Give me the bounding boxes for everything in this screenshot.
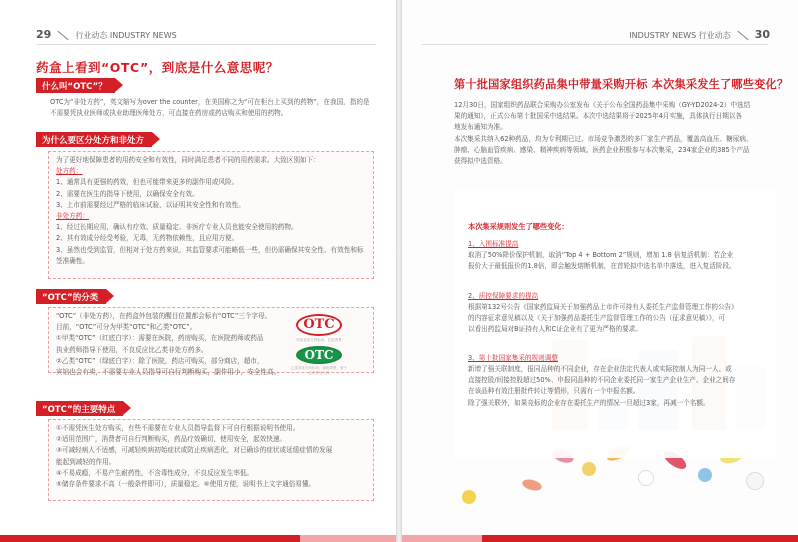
- otc-item: 3、虽然也受到监管，但相对于处方药来说，其监管要求可能略低一些，但仍需确保其安全性、有效性和标签准确性。: [56, 245, 364, 265]
- rx-item: 2、需要在医生的指导下使用，以确保安全有效。: [56, 189, 199, 198]
- pill: [582, 462, 596, 476]
- rule-line: 以看出药监局对B证持有人和C证企业有了更为严格的要求。: [468, 325, 642, 334]
- header-divider: [36, 44, 376, 45]
- otc-red-caption: 甲类非处方药标识，红色背景: [296, 338, 342, 342]
- pill: [698, 468, 712, 482]
- section-text-what-otc: OTC为“非处方药”，英文缩写为over the counter，在美国称之为“可在柜台上买到的药物”，在我国，指的是不需要凭执业医师或执业助理医师处方，可直接在药房或药店购买和使用的药物。: [50, 98, 370, 118]
- difference-intro: 为了更好地保障患者的用药安全和有效性，同时满足患者不同的用药需求。大致区别如下：: [56, 156, 320, 164]
- header-divider: [422, 44, 768, 45]
- features-content: [56, 423, 372, 490]
- rules-heading: 本次集采规则发生了哪些变化：: [468, 222, 569, 231]
- rule-line: 新增了强关联制度，报同品种的不同企业，存在企业法定代表人或实际控制人为同一人、或: [468, 365, 732, 373]
- rule-line: 取消了50%降价保护机制，取消“Top 4 + Bottom 2”规则，增加 1.8 倍复活机制：若企业: [468, 251, 734, 259]
- otc-item: 2、其有效成分经受考验，无毒，无药物依赖性，且应用方便。: [56, 234, 239, 243]
- right-page: [402, 0, 798, 542]
- rule-3-title: 3、第十批国家集采的规则调整: [468, 354, 558, 362]
- feature-line: ①不需凭医生处方购买，有些不需要在专业人员指导监督下可自行根据说明书使用。: [56, 424, 300, 432]
- footer-bar-red: [0, 535, 300, 542]
- left-header: [36, 28, 177, 41]
- rule-1-title: 1、入围标准提高: [468, 240, 519, 248]
- pill: [462, 490, 476, 504]
- classification-line: ②乙类“OTC”（绿底白字）：除了医院，药店可购买，部分商店，超市，: [56, 356, 264, 365]
- intro-line: 12月30日，国家组织药品联合采购办公室发布《关于公布全国药品集中采购（GY-YD2024-2）中选结: [454, 101, 751, 109]
- article-title: 第十批国家组织药品集中带量采购开标 本次集采发生了哪些变化？: [454, 78, 789, 91]
- header-slash: [58, 31, 69, 41]
- section-tag-classification: “OTC”的分类: [36, 289, 106, 304]
- intro-line: 获得拟中选资格。: [454, 157, 507, 166]
- otc-green-caption: 乙类非处方药标识，绿色背景，用于乙类非处方药: [291, 366, 347, 375]
- intro-line: 肿瘤、心脑血管疾病、感染、精神疾病等领域。医药企业积极参与本次集采，234家企业的385个产品: [454, 145, 750, 154]
- classification-line: 宾馆也会有卖，不需要专业人员指导可自行判断购买，副作用小，安全性高。: [56, 368, 281, 377]
- feature-line: 能起到减轻的作用。: [56, 457, 116, 466]
- rule-1-text: [468, 250, 774, 272]
- classification-line: ①甲类“OTC”（红底白字）：需要在医院，药房购买，在医院药师或药品: [56, 334, 264, 343]
- rule-line: 的内容征求意见稿以及《关于加强药品委托生产监督管理工作的公告（征求意见稿）》，可: [468, 314, 726, 323]
- feature-line: ③可减轻病人不适感，可减轻疾病初始症状或防止疾病恶化，对已确诊的症状或延缓症情的发展: [56, 446, 333, 455]
- right-header: [629, 28, 770, 41]
- pill: [521, 478, 543, 493]
- pill: [746, 472, 764, 490]
- header-section: INDUSTRY NEWS 行业动态: [629, 31, 731, 40]
- left-page: [0, 0, 396, 542]
- classification-line: 目前，“OTC”可分为甲类“OTC”和乙类“OTC”。: [56, 323, 197, 332]
- feature-line: ④不易成瘾，不易产生耐药性，不含毒性成分，不良反应发生率低。: [56, 468, 254, 477]
- intro-line: 本次集采共纳入62种药品，均为专利期已过、市场竞争激烈的多厂家生产药品，覆盖高血压、糖尿病、: [454, 134, 753, 143]
- rule-2-text: [468, 302, 774, 336]
- intro-line: 地发布通知为准。: [454, 123, 507, 132]
- article-title: 药盒上看到“OTC”，到底是什么意思呢？: [36, 60, 279, 75]
- rx-item: 1、通常具有更强的药效，但也可能带来更多的副作用或风险。: [56, 178, 239, 187]
- rule-3-text: [468, 364, 774, 409]
- header-section: 行业动态 INDUSTRY NEWS: [75, 31, 177, 40]
- rule-line: 报价大于最低报价的1.8倍，即会触发熔断机制，在首轮拟中选名单中落选，进入复活阶段。: [468, 262, 736, 271]
- rule-line: 直接控股/间接控股超过50%、申报同品种的不同企业委托同一家生产企业生产、企业之间存: [468, 376, 736, 385]
- otc-red-logo: OTC: [296, 314, 342, 336]
- rx-item: 3、上市前需要经过严格的临床试验，以证明其安全性和有效性。: [56, 200, 245, 209]
- otc-item: 1、经过长期应用，确认有疗效、质量稳定、非医疗专业人员也能安全使用的药物。: [56, 223, 298, 232]
- header-slash: [737, 31, 748, 41]
- rule-line: 在该品种有效注册批件转让等情形，只需有一个申报名额。: [468, 387, 640, 396]
- feature-line: ②适用范围广，消费者可自行判断购买，药品疗效确切，使用安全，起效快速。: [56, 435, 287, 444]
- section-tag-what-otc: 什么叫“OTC”？: [36, 78, 115, 93]
- pill: [638, 470, 654, 486]
- page-number: 30: [754, 28, 770, 41]
- otc-label: 非处方药：: [56, 212, 89, 221]
- section-tag-difference: 为什么要区分处方和非处方: [36, 132, 152, 147]
- otc-green-logo: OTC: [296, 346, 342, 364]
- footer-bar-pink: [402, 535, 482, 542]
- footer-bar-pink: [300, 535, 396, 542]
- rx-label: 处方药：: [56, 167, 83, 176]
- intro-line: 果的通知》，正式公布第十批国采中选结果。本次中选结果将于2025年4月实施，具体执行日期以各: [454, 112, 743, 121]
- classification-line: “OTC”（非处方药），在药盒外包装的醒目位置都会标有“OTC”三个字母。: [56, 312, 272, 320]
- difference-content: [56, 155, 370, 267]
- feature-line: ⑤储存条件要求不高（一般条件即可），质量稳定。⑥使用方便，说明书上文字通俗易懂。: [56, 480, 316, 489]
- rule-line: 根据第132号公告《国家药监局关于加强药品上市许可持有人委托生产监督管理工作的公告》: [468, 303, 738, 311]
- classification-line: 执业药师指导下使用，不良反应比乙类非处方药多。: [56, 345, 208, 354]
- classification-content: [56, 311, 288, 378]
- rule-line: 除了强关联外，如果竞标的企业存在委托生产的情况一旦超过3家，再减一个名额。: [468, 398, 710, 407]
- article-intro: [454, 100, 776, 167]
- rule-2-title: 2、质控保障要求的提高: [468, 292, 539, 300]
- section-tag-features: “OTC”的主要特点: [36, 401, 123, 416]
- page-number: 29: [36, 28, 52, 41]
- footer-bar-red: [482, 535, 798, 542]
